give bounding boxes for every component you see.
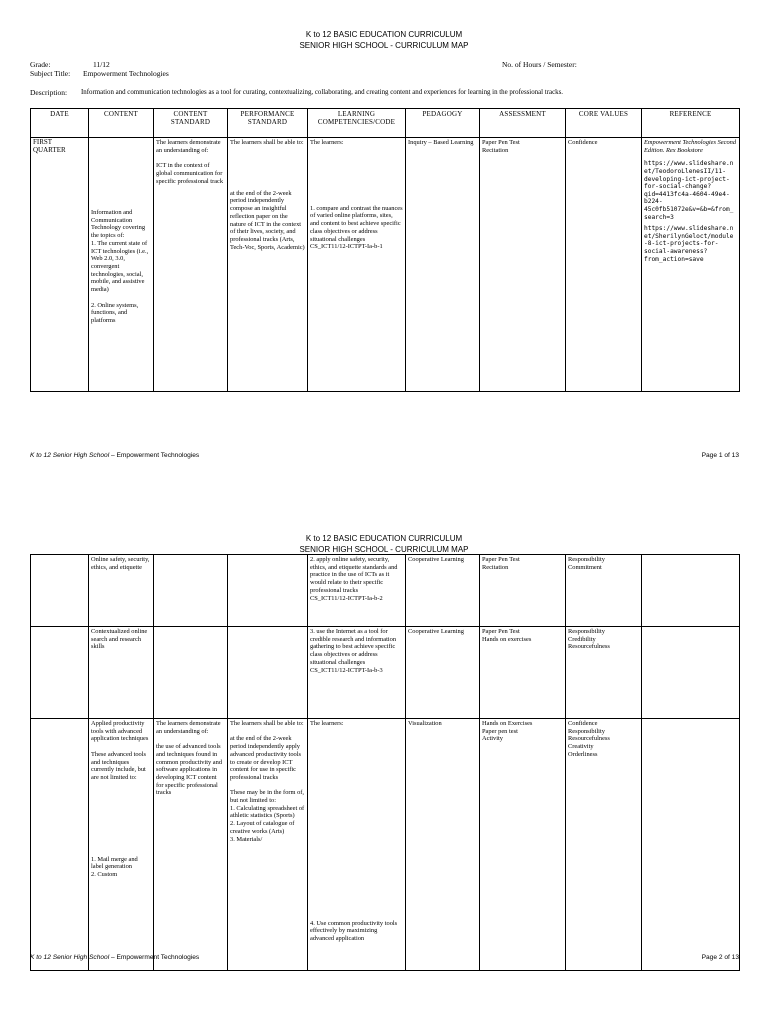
cell-assessment: Paper Pen Test Recitation	[480, 138, 566, 392]
performance-intro: The learners shall be able to:	[230, 139, 304, 146]
subject-label: Subject Title:	[30, 69, 71, 78]
cell-core-values: Responsibility Commitment	[566, 555, 642, 627]
cell-content: Online safety, security, ethics, and etiquette	[89, 555, 154, 627]
col-header-content-standard: CONTENT STANDARD	[154, 109, 228, 138]
reference-link-1[interactable]: https://www.slideshare.net/TeodoroLlenesII/11-developing-ict-project-for-social-change?qid=4413fc4a-4604-49e4-b224-45c0fb51072e&v=&b=&from_search=3	[644, 160, 734, 221]
content-topics: Information and Communication Technology covering the topics of: 1. The current state of ICT technologies (i.e., Web 2.0, 3.0, convergent technologies, social, mobile, and assistive media)	[91, 209, 149, 294]
grade-value: 11/12	[93, 60, 110, 69]
header-row	[31, 109, 740, 138]
table-row	[31, 719, 740, 971]
reference-book: Empowerment Technologies Second Edition. Rex Bookstore	[644, 139, 737, 154]
footer-title-italic: K to 12 Senior High School	[30, 452, 110, 459]
col-header-reference: REFERENCE	[642, 109, 740, 138]
col-header-performance-standard: PERFORMANCE STANDARD	[228, 109, 308, 138]
cell-content-standard: The learners demonstrate an understanding of: ICT in the context of global communication for specific professional track	[154, 138, 228, 392]
cell-reference	[642, 138, 740, 392]
doc-title-line2: SENIOR HIGH SCHOOL - CURRICULUM MAP	[299, 41, 469, 50]
cell-competencies: 3. use the Internet as a tool for credible research and information gathering to best achieve specific class objectives or address situational challenges CS_ICT11/12-ICTPT-Ia-b-3	[308, 627, 406, 719]
grade-label: Grade:	[30, 60, 51, 69]
cell-pedagogy: Visualization	[406, 719, 480, 971]
footer-title	[30, 452, 199, 459]
hours-label: No. of Hours / Semester:	[502, 60, 577, 69]
col-header-content: CONTENT	[89, 109, 154, 138]
cell-assessment: Paper Pen Test Hands on exercises	[480, 627, 566, 719]
competency-text: 1. compare and contrast the nuances of varied online platforms, sites, and content to best achieve specific class objectives or address situational challenges CS_ICT11/12-ICTPT-Ia-b-1	[310, 204, 403, 251]
competency-text: 4. Use common productivity tools effectively by maximizing advanced application	[310, 919, 398, 943]
curriculum-table-page2	[30, 554, 740, 971]
doc-title-line1-p2: K to 12 BASIC EDUCATION CURRICULUM	[305, 534, 463, 543]
cell-content	[89, 138, 154, 392]
col-header-assessment: ASSESSMENT	[480, 109, 566, 138]
content-applied-tools: Applied productivity tools with advanced application techniques These advanced tools and techniques currently include, but are not limited to:	[91, 720, 149, 781]
cell-core-values: Responsibility Credibility Resourcefulness	[566, 627, 642, 719]
footer-title-italic: K to 12 Senior High School	[30, 954, 110, 961]
cell-core-values: Confidence	[566, 138, 642, 392]
doc-title-line2-p2: SENIOR HIGH SCHOOL - CURRICULUM MAP	[299, 545, 469, 554]
footer-page-number: Page 1 of 13	[701, 452, 739, 459]
footer-page-number: Page 2 of 13	[701, 954, 739, 961]
description-label: Description:	[30, 88, 68, 97]
cell-content-standard: The learners demonstrate an understanding of: the use of advanced tools and techniques found in common productivity and software applications in developing ICT content for specific professional tracks	[154, 719, 228, 971]
cell-core-values: Confidence Responsibility Resourcefulness Creativity Orderliness	[566, 719, 642, 971]
footer-title-rest: – Empowerment Technologies	[109, 452, 200, 459]
col-header-learning-competencies: LEARNING COMPETENCIES/CODE	[308, 109, 406, 138]
curriculum-table-page1	[30, 108, 740, 392]
content-mail-merge: 1. Mail merge and label generation 2. Custom	[91, 855, 138, 879]
cell-competencies: 2. apply online safety, security, ethics, and etiquette standards and practice in the use of ICTs as it would relate to their specific professional tracks CS_ICT11/12-ICTPT-Ia-b-2	[308, 555, 406, 627]
footer-title-rest: – Empowerment Technologies	[109, 954, 200, 961]
page-separator	[0, 478, 768, 514]
cell-assessment: Paper Pen Test Recitation	[480, 555, 566, 627]
page-1	[0, 0, 768, 470]
subject-value: Empowerment Technologies	[83, 69, 169, 78]
reference-link-2[interactable]: https://www.slideshare.net/SherilynGeloct/module-8-ict-projects-for-social-awareness?from_action=save	[644, 225, 734, 263]
table-row	[31, 555, 740, 627]
description-text: Information and communication technologies as a tool for curating, contextualizing, collaborating, and creating content and experiences for learning in the professional tracks.	[81, 89, 563, 96]
cell-performance-standard	[228, 138, 308, 392]
col-header-date: DATE	[31, 109, 89, 138]
cell-competencies	[308, 719, 406, 971]
col-header-pedagogy: PEDAGOGY	[406, 109, 480, 138]
cell-pedagogy: Inquiry – Based Learning	[406, 138, 480, 392]
performance-text: at the end of the 2-week period independently compose an insightful reflection paper on the nature of ICT in the context of their lives, society, and professional tracks (Arts, Tech-Voc, Sports, Academic)	[230, 189, 305, 251]
competency-intro: The learners:	[310, 139, 344, 146]
cell-content	[89, 719, 154, 971]
cell-assessment: Hands on Exercises Paper pen test Activity	[480, 719, 566, 971]
table-row	[31, 627, 740, 719]
footer-title	[30, 954, 199, 961]
table-row	[31, 138, 740, 392]
page-2	[0, 520, 768, 1024]
cell-competencies	[308, 138, 406, 392]
doc-title-line1: K to 12 BASIC EDUCATION CURRICULUM	[305, 30, 463, 39]
cell-date: FIRST QUARTER	[31, 138, 89, 392]
competency-intro: The learners:	[310, 720, 344, 727]
col-header-core-values: CORE VALUES	[566, 109, 642, 138]
cell-pedagogy: Cooperative Learning	[406, 627, 480, 719]
content-online-systems: 2. Online systems, functions, and platforms	[91, 301, 139, 325]
cell-pedagogy: Cooperative Learning	[406, 555, 480, 627]
cell-content: Contextualized online search and research skills	[89, 627, 154, 719]
cell-performance-standard: The learners shall be able to: at the end of the 2-week period independently apply advanced productivity tools to create or develop ICT content for use in specific professional tracks These may be in the form of, but not limited to: 1. Calculating spreadsheet of athletic statistics (Sports) 2. Layout of catalogue of creative works (Arts) 3. Materials/	[228, 719, 308, 971]
